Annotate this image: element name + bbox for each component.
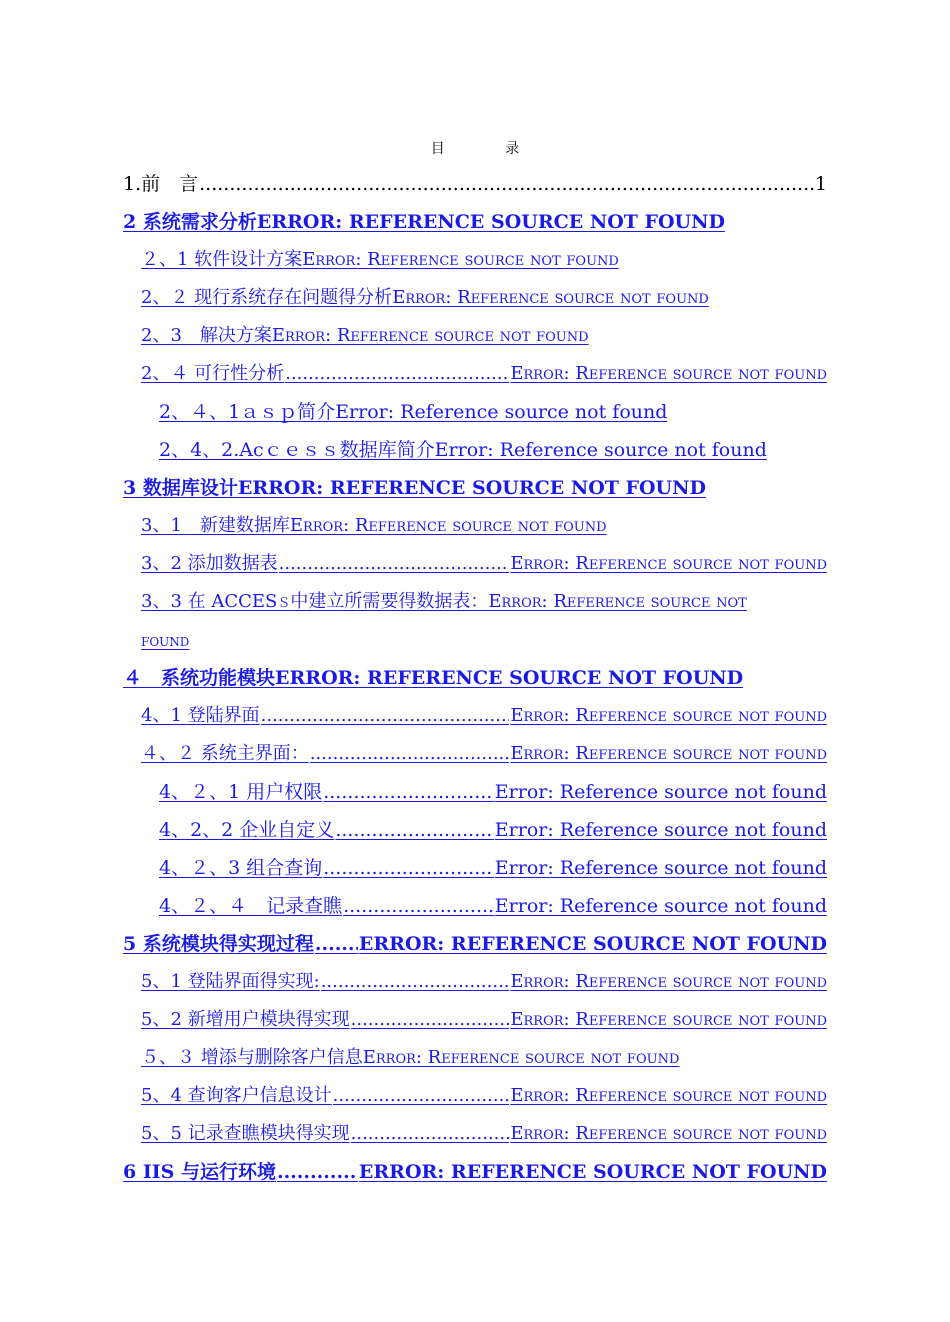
toc-entry-label: 5、1 登陆界面得实现: [141, 971, 320, 992]
toc-entry-combined-query[interactable] [159, 853, 827, 883]
toc-page-ref: Error: Reference source not [488, 591, 747, 612]
toc-entry-access-tables-continued[interactable]: found [141, 631, 190, 651]
toc-entry-implementation[interactable] [123, 929, 827, 959]
toc-entry-software-design[interactable] [141, 245, 827, 275]
toc-page-ref: ERROR: REFERENCE SOURCE NOT FOUND [237, 477, 706, 499]
toc-page-ref: Error: Reference source not found [392, 287, 709, 308]
toc-entry-label: 3 数据库设计 [123, 477, 238, 499]
toc-entry-label: 5、2 新增用户模块得实现 [141, 1009, 350, 1030]
toc-entry-label: 2、4、2.Acｃｅｓｓ数据库简介 [159, 439, 435, 461]
toc-entry-label: 2、２ 现行系统存在问题得分析 [141, 287, 393, 308]
toc-page-ref: Error: Reference source not found [271, 325, 589, 346]
dot-leader [315, 929, 358, 959]
dot-leader [323, 777, 494, 807]
toc-entry-label: 2、４ 可行性分析 [141, 363, 285, 384]
toc-page-ref: Error: Reference source not found [510, 1123, 827, 1144]
toc-entry-new-database[interactable] [141, 511, 827, 541]
toc-title: 目 录 [430, 141, 548, 157]
toc-entry-label: 5、4 查询客户信息设计 [141, 1085, 332, 1106]
dot-leader [351, 1005, 510, 1035]
toc-page-ref: ERROR: REFERENCE SOURCE NOT FOUND [256, 211, 725, 233]
dot-leader [351, 1119, 510, 1149]
toc-entry-label: ２、1 软件设计方案 [141, 249, 303, 270]
toc-entry-label: ４ 系统功能模块 [123, 667, 276, 689]
toc-entry-iis-environment[interactable] [123, 1157, 827, 1187]
toc-entry-label: 2、４、1ａｓｐ简介 [159, 401, 336, 423]
toc-entry-new-user-impl[interactable] [141, 1005, 827, 1035]
toc-page-ref: Error: Reference source not found [434, 439, 767, 461]
toc-entry-current-problems[interactable] [141, 283, 827, 313]
dot-leader [199, 169, 814, 199]
dot-leader [285, 359, 509, 389]
toc-page-ref: Error: Reference source not found [510, 1009, 827, 1030]
toc-entry-label: 5、5 记录查瞧模块得实现 [141, 1123, 350, 1144]
toc-page-ref: Error: Reference source not found [494, 781, 827, 803]
toc-entry-label: 4、1 登陆界面 [141, 705, 260, 726]
toc-page-ref: ERROR: REFERENCE SOURCE NOT FOUND [275, 667, 744, 689]
toc-page-number: 1 [814, 173, 827, 195]
toc-entry-user-permissions[interactable] [159, 777, 827, 807]
toc-entry-label: 1.前 言 [123, 173, 199, 195]
toc-entry-label: ４、２ 系统主界面： [141, 743, 309, 764]
dot-leader [261, 701, 510, 731]
dot-leader [323, 853, 494, 883]
dot-leader [333, 1081, 510, 1111]
toc-entry-access-intro[interactable] [159, 435, 827, 465]
toc-entry-label: 2 系统需求分析 [123, 211, 257, 233]
toc-entry-add-delete-customer[interactable] [141, 1043, 827, 1073]
toc-entry-database-design[interactable] [123, 473, 827, 503]
toc-entry-label: 6 IIS 与运行环境 [123, 1161, 276, 1183]
toc-page-ref: Error: Reference source not found [289, 515, 607, 536]
toc-entry-label: ５、３ 增添与删除客户信息 [141, 1047, 363, 1068]
toc-page-ref: Error: Reference source not found [510, 1085, 827, 1106]
dot-leader [335, 815, 493, 845]
toc-entry-solution[interactable] [141, 321, 827, 351]
toc-entry-label: 3、2 添加数据表 [141, 553, 278, 574]
dot-leader [279, 549, 510, 579]
toc-entry-login-impl[interactable] [141, 967, 827, 997]
toc-page-ref: Error: Reference source not found [494, 857, 827, 879]
dot-leader [321, 967, 510, 997]
toc-page-ref: Error: Reference source not found [510, 363, 827, 384]
toc-entry-requirements[interactable] [123, 207, 827, 237]
toc-page-ref: Error: Reference source not found [362, 1047, 680, 1068]
toc-entry-query-customer[interactable] [141, 1081, 827, 1111]
toc-page-ref: Error: Reference source not found [302, 249, 619, 270]
dot-leader [343, 891, 494, 921]
toc-page-ref: Error: Reference source not found [494, 895, 827, 917]
toc-entry-record-view[interactable] [159, 891, 827, 921]
toc-entry-access-tables[interactable] [141, 587, 827, 617]
toc-entry-label: 3、1 新建数据库 [141, 515, 290, 536]
toc-page-ref: Error: Reference source not found [510, 971, 827, 992]
toc-entry-label: 5 系统模块得实现过程 [123, 933, 314, 955]
dot-leader [310, 739, 510, 769]
toc-page-ref: ERROR: REFERENCE SOURCE NOT FOUND [358, 933, 827, 955]
toc-entry-function-modules[interactable] [123, 663, 827, 693]
toc-entry-label: 4、２、3 组合查询 [159, 857, 323, 879]
toc-page-ref: Error: Reference source not found [510, 743, 827, 764]
toc-entry-add-table[interactable] [141, 549, 827, 579]
dot-leader [277, 1157, 358, 1187]
toc-entry-label: 4、2、2 企业自定义 [159, 819, 335, 841]
toc-entry-label: 3、3 在 ACCESｓ中建立所需要得数据表： [141, 591, 489, 612]
toc-entry-label: 2、3 解决方案 [141, 325, 272, 346]
toc-entry-label: 4、２、４ 记录查瞧 [159, 895, 343, 917]
toc-entry-main-ui[interactable] [141, 739, 827, 769]
toc-page-ref: Error: Reference source not found [510, 553, 827, 574]
toc-entry-asp-intro[interactable] [159, 397, 827, 427]
toc-page-ref: Error: Reference source not found [335, 401, 668, 423]
toc-page-ref: Error: Reference source not found [510, 705, 827, 726]
toc-page-ref: ERROR: REFERENCE SOURCE NOT FOUND [358, 1161, 827, 1183]
toc-entry-login-ui[interactable] [141, 701, 827, 731]
toc-entry-feasibility[interactable] [141, 359, 827, 389]
toc-entry-label: 4、２、1 用户权限 [159, 781, 323, 803]
toc-entry-enterprise-custom[interactable] [159, 815, 827, 845]
toc-page-ref: Error: Reference source not found [494, 819, 827, 841]
toc-entry-preface[interactable] [123, 169, 827, 199]
toc-entry-record-view-impl[interactable] [141, 1119, 827, 1149]
